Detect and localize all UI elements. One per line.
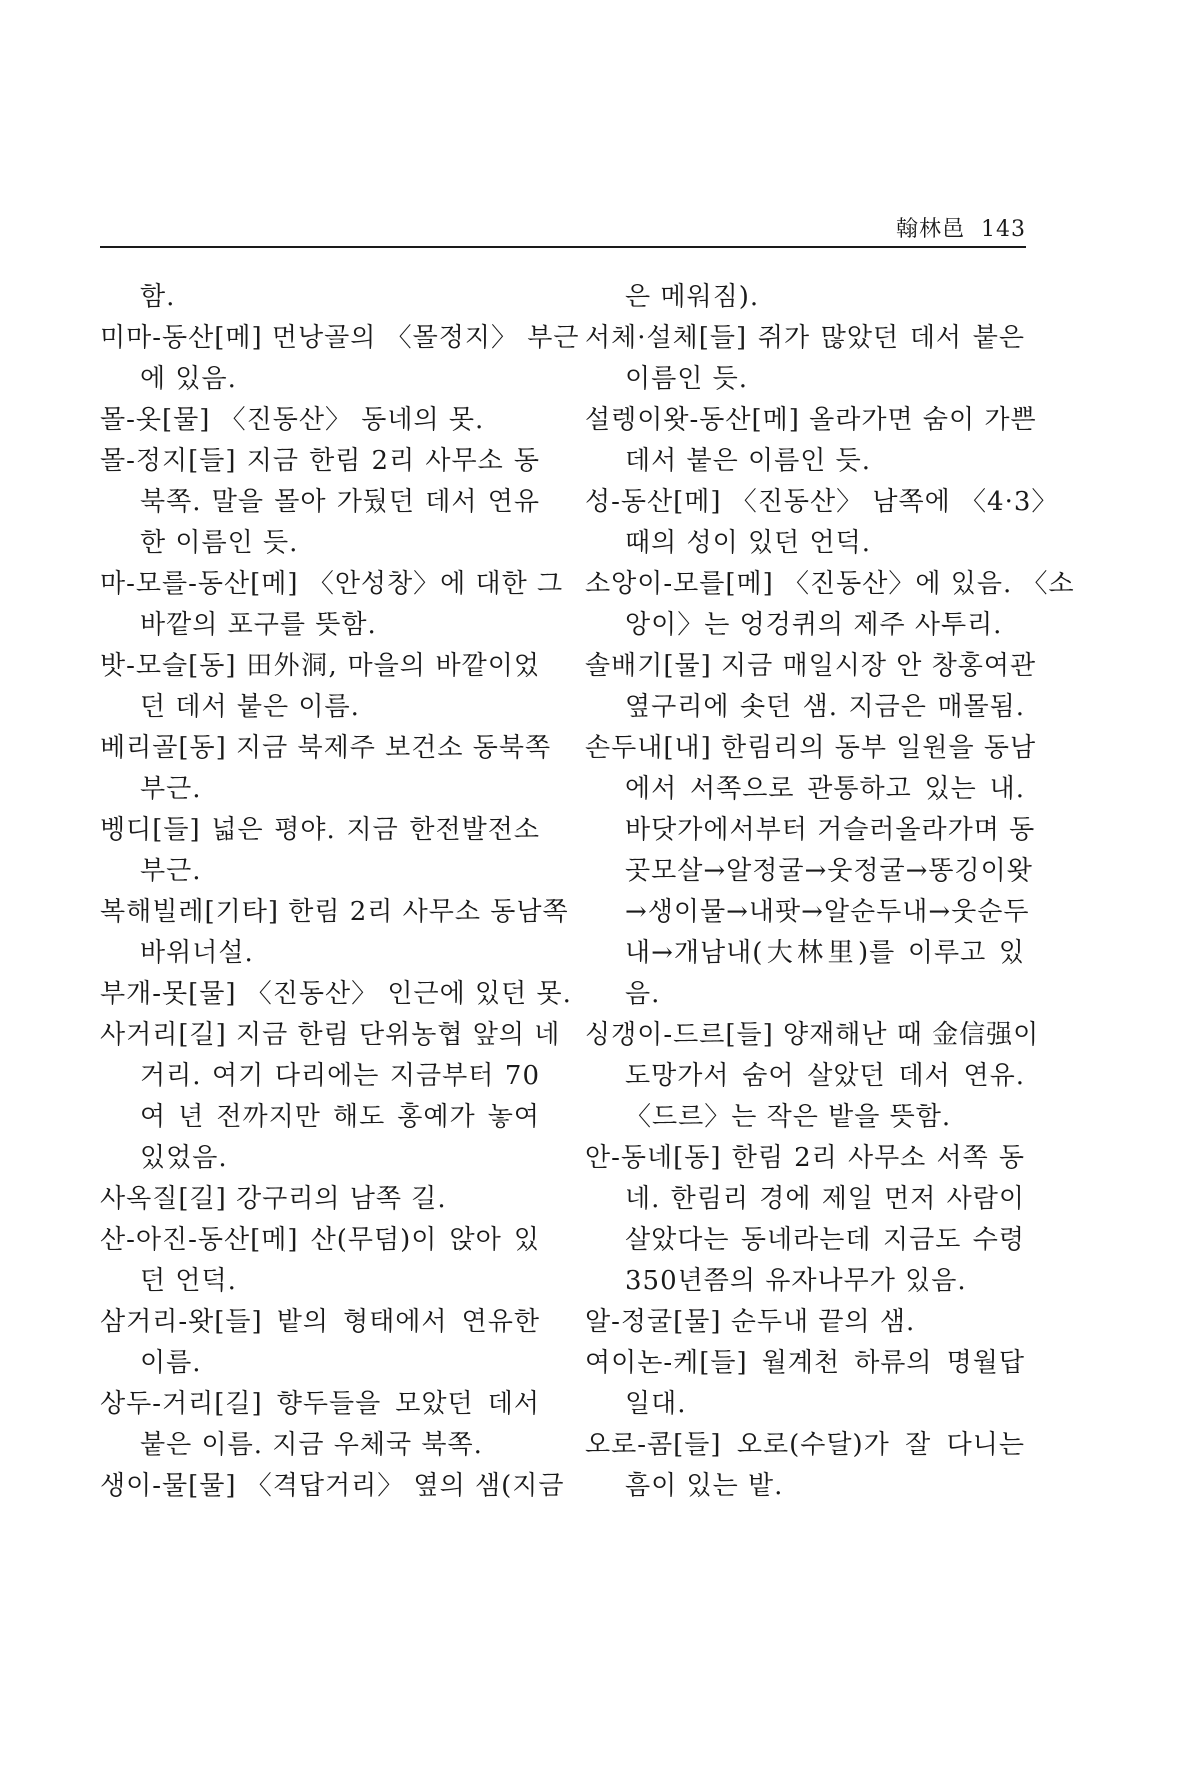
left-column-text-line: 함. [140, 282, 176, 312]
left-column-text-line: 사옥질[길] 강구리의 남쪽 길. [100, 1184, 447, 1214]
right-column-text-line: 350년쯤의 유자나무가 있음. [625, 1266, 967, 1296]
running-header [100, 210, 1026, 250]
left-column-text-line: 거리. 여기 다리에는 지금부터 70 [140, 1061, 540, 1091]
left-column-text-line: 바깥의 포구를 뜻함. [140, 610, 377, 640]
header-text [896, 212, 1026, 243]
running-head-title: 翰林邑 [895, 217, 965, 242]
left-column-text-line: 사거리[길] 지금 한림 단위농협 앞의 네 [100, 1020, 561, 1050]
right-column-text-line: 안-동네[동] 한림 2리 사무소 서쪽 동 [585, 1143, 1025, 1173]
right-column-text-line: 음. [625, 979, 661, 1009]
right-column-text-line: 일대. [625, 1389, 687, 1419]
right-column-text-line: 바닷가에서부터 거슬러올라가며 동 [625, 815, 1036, 845]
left-column-text-line: 몰-정지[들] 지금 한림 2리 사무소 동 [100, 446, 540, 476]
right-column-text-line: 은 메워짐). [625, 282, 760, 312]
left-column-text-line: 바위너설. [140, 938, 254, 968]
right-column-text-line: 데서 붙은 이름인 듯. [625, 446, 871, 476]
right-column-text-line: 흠이 있는 밭. [625, 1471, 784, 1501]
left-column-text-line: 베리골[동] 지금 북제주 보건소 동북쪽 [100, 733, 552, 763]
right-column-text-line: 때의 성이 있던 언덕. [625, 528, 871, 558]
right-column-text-line: →생이물→내팟→알순두내→웃순두 [625, 897, 1030, 927]
right-column-text-line: 싱갱이-드르[들] 양재해난 때 金信强이 [585, 1020, 1040, 1050]
right-column-text-line: 〈드르〉는 작은 밭을 뜻함. [625, 1102, 952, 1132]
right-column-text-line: 이름인 듯. [625, 364, 748, 394]
left-column [100, 277, 580, 1507]
left-column-text-line: 밧-모슬[동] 田外洞, 마을의 바깥이었 [100, 651, 540, 681]
right-column-text-line: 손두내[내] 한림리의 동부 일원을 동남 [585, 733, 1037, 763]
right-column-text-line: 네. 한림리 경에 제일 먼저 사람이 [625, 1184, 1025, 1214]
left-column-text-line: 한 이름인 듯. [140, 528, 299, 558]
left-column-text-line: 북쪽. 말을 몰아 가뒀던 데서 연유 [140, 487, 540, 517]
left-column-text-line: 붙은 이름. 지금 우체국 북쪽. [140, 1430, 483, 1460]
page-number: 143 [981, 217, 1026, 242]
right-column-text-line: 에서 서쪽으로 관통하고 있는 내. [625, 774, 1025, 804]
left-column-text-line: 이름. [140, 1348, 202, 1378]
right-column-text-line: 설렝이왓-동산[메] 올라가면 숨이 가쁜 [585, 405, 1037, 435]
left-column-text-line: 미마-동산[메] 먼낭골의 〈몰정지〉 부근 [100, 323, 580, 353]
left-column-text-line: 부근. [140, 774, 202, 804]
right-column-text-line: 오로-콤[들] 오로(수달)가 잘 다니는 [585, 1430, 1025, 1460]
left-column-text-line: 상두-거리[길] 향두들을 모았던 데서 [100, 1389, 540, 1419]
left-column-text-line: 몰-옷[물] 〈진동산〉 동네의 못. [100, 405, 485, 435]
left-column-text-line: 생이-물[물] 〈격답거리〉 옆의 샘(지금 [100, 1471, 565, 1501]
right-column-text-line: 내→개남내(大林里)를 이루고 있 [625, 938, 1025, 968]
right-column-text-line: 앙이〉는 엉겅퀴의 제주 사투리. [625, 610, 1003, 640]
right-column-text-line: 소앙이-모를[메] 〈진동산〉에 있음. 〈소 [585, 569, 1075, 599]
right-column-text-line: 솔배기[물] 지금 매일시장 안 창홍여관 [585, 651, 1037, 681]
left-column-text-line: 마-모를-동산[메] 〈안성창〉에 대한 그 [100, 569, 564, 599]
right-column-text-line: 살았다는 동네라는데 지금도 수령 [625, 1225, 1025, 1255]
header-rule [100, 246, 1026, 248]
left-column-text-line: 벵디[들] 넓은 평야. 지금 한전발전소 [100, 815, 540, 845]
right-column-text-line: 여이논-케[들] 월계천 하류의 명월답 [585, 1348, 1025, 1378]
left-column-text-line: 있었음. [140, 1143, 228, 1173]
right-column-text-line: 서체·설체[들] 쥐가 많았던 데서 붙은 [585, 323, 1025, 353]
left-column-text-line: 부근. [140, 856, 202, 886]
left-column-text-line: 던 언덕. [140, 1266, 237, 1296]
right-column-text-line: 도망가서 숨어 살았던 데서 연유. [625, 1061, 1025, 1091]
left-column-text-line: 여 년 전까지만 해도 홍예가 놓여 [140, 1102, 540, 1132]
left-column-text-line: 산-아진-동산[메] 산(무덤)이 앉아 있 [100, 1225, 540, 1255]
left-column-text-line: 부개-못[물] 〈진동산〉 인근에 있던 못. [100, 979, 572, 1009]
right-column [585, 277, 1075, 1507]
left-column-text-line: 에 있음. [140, 364, 237, 394]
left-column-text-line: 삼거리-왓[들] 밭의 형태에서 연유한 [100, 1307, 540, 1337]
right-column-text-line: 알-정굴[물] 순두내 끝의 샘. [585, 1307, 916, 1337]
right-column-text-line: 옆구리에 솟던 샘. 지금은 매몰됨. [625, 692, 1025, 722]
right-column-text-line: 곳모살→알정굴→웃정굴→똥깅이왓 [625, 856, 1033, 886]
left-column-text-line: 복해빌레[기타] 한림 2리 사무소 동남쪽 [100, 897, 569, 927]
left-column-text-line: 던 데서 붙은 이름. [140, 692, 360, 722]
right-column-text-line: 성-동산[메] 〈진동산〉 남쪽에 〈4·3〉 [585, 487, 1059, 517]
